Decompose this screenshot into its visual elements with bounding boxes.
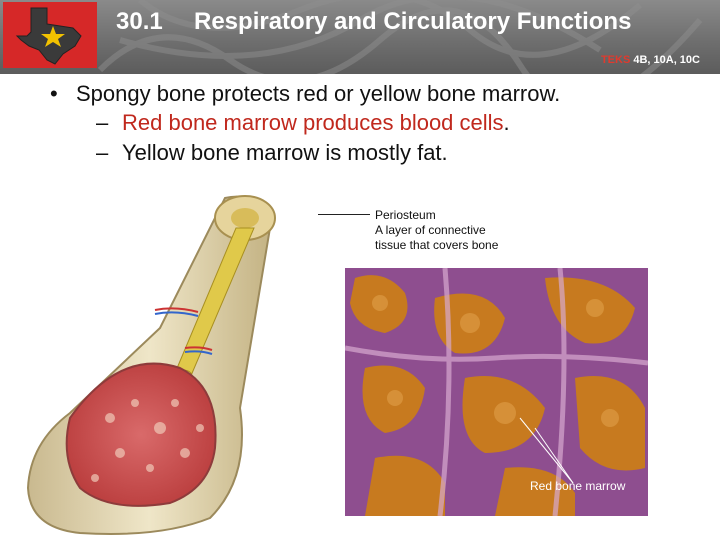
sub-bullet-text: Yellow bone marrow is mostly fat.: [122, 140, 448, 165]
texas-star-logo: [3, 2, 97, 68]
slide-title: Respiratory and Circulatory Functions: [194, 8, 632, 35]
bullet-text: Spongy bone protects red or yellow bone marrow.: [76, 81, 561, 106]
periosteum-description-line-2: tissue that covers bone: [375, 238, 499, 252]
bone-cross-section-illustration: [0, 188, 345, 538]
periosteum-title: Periosteum: [375, 208, 436, 222]
periosteum-callout-line: [318, 214, 370, 215]
sub-bullet-red-marrow: – Red bone marrow produces blood cells.: [96, 110, 510, 135]
red-bone-marrow-label: Red bone marrow: [530, 479, 626, 493]
bullet-item: • Spongy bone protects red or yellow bone marrow.: [50, 81, 561, 106]
teks-codes: 4B, 10A, 10C: [633, 54, 700, 66]
section-number: 30.1: [116, 8, 163, 35]
periosteum-description-line-1: A layer of connective: [375, 223, 486, 237]
title-banner: [0, 0, 720, 74]
bullet-list: [50, 80, 700, 168]
periosteum-label: [375, 208, 498, 253]
teks-label: TEKS: [600, 54, 631, 66]
teks-standards: [601, 54, 700, 66]
sub-bullet-yellow-marrow: – Yellow bone marrow is mostly fat.: [96, 140, 448, 165]
sub-bullet-text: Red bone marrow produces blood cells: [122, 110, 504, 135]
